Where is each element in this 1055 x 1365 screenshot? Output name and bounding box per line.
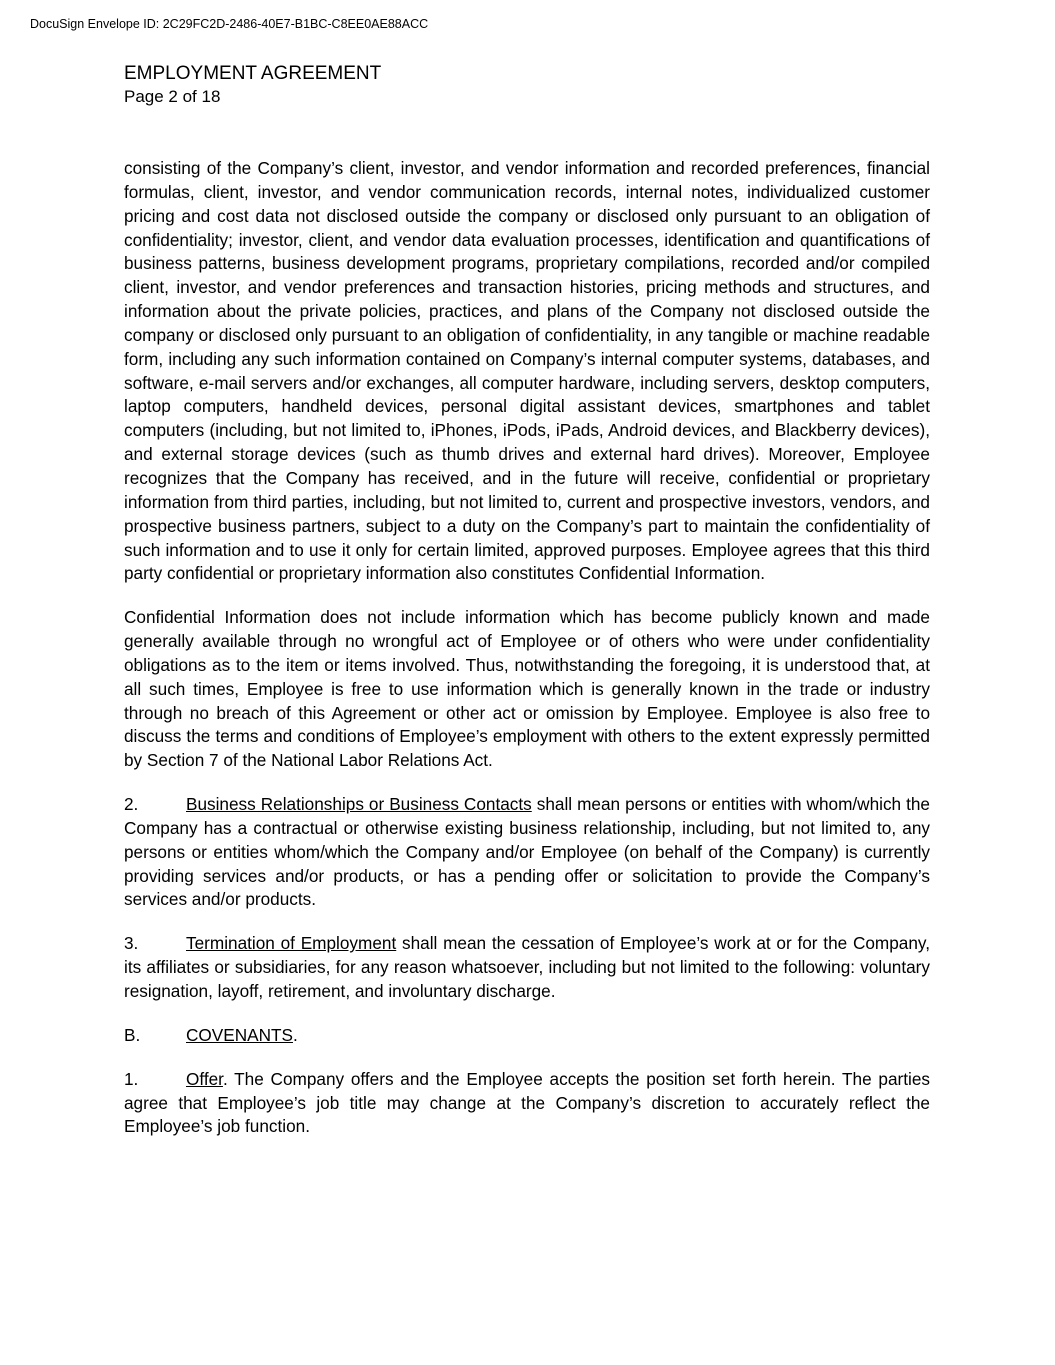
document-title: EMPLOYMENT AGREEMENT <box>124 63 382 84</box>
section-number: 1. <box>124 1068 139 1089</box>
definition-text: shall mean the cessation of Employee’s work at or for the Company, its affiliates or subsidiaries, for any reason whatsoever, including but not limited to the following: voluntary resignation, layoff, retirement, and involuntary discharge. <box>124 933 931 1001</box>
confidential-information-definition-paragraph: consisting of the Company’s client, investor, and vendor information and recorded preferences, financial formulas, client, investor, and vendor communication records, internal notes, individualized customer pricing and cost data not disclosed outside the company or disclosed only pursuant to an obligation of confidentiality; investor, client, and vendor data evaluation processes, identification and quantifications of business patterns, business development programs, proprietary compilations, recorded and/or compiled client, investor, and vendor preferences and transaction histories, pricing methods and structures, and information about the private policies, practices, and plans of the Company not disclosed outside the company or disclosed only pursuant to an obligation of confidentiality, in any tangible or machine readable form, including any such information contained on Company’s internal computer systems, databases, and software, e-mail servers and/or exchanges, all computer hardware, including servers, desktop computers, laptop computers, handheld devices, personal digital assistant devices, smartphones and tablet computers (including, but not limited to, iPhones, iPods, iPads, Android devices, and Blackberry devices), and external storage devices (such as thumb drives and external hard drives). Moreover, Employee recognizes that the Company has received, and in the future will receive, confidential or proprietary information from third parties, including, but not limited to, current and prospective investors, vendors, and prospective business partners, subject to a duty on the Company’s part to maintain the confidentiality of such information and to use it only for certain limited, approved purposes. Employee agrees that this third party confidential or proprietary information also constitutes Confidential Information. <box>124 158 930 584</box>
page-number: Page 2 of 18 <box>124 87 221 106</box>
defined-term: Offer <box>186 1068 223 1089</box>
document-header <box>124 62 381 108</box>
termination-of-employment-definition <box>124 932 930 1004</box>
section-number: 2. <box>124 794 139 815</box>
section-number: 3. <box>124 933 139 954</box>
offer-covenant <box>124 1068 930 1140</box>
business-relationships-definition <box>124 793 930 912</box>
defined-term: Termination of Employment <box>186 933 397 954</box>
document-body <box>124 157 930 1139</box>
section-number: B. <box>124 1024 141 1045</box>
docusign-envelope-id: DocuSign Envelope ID: 2C29FC2D-2486-40E7-B1BC-C8EE0AE88ACC <box>30 17 429 31</box>
covenant-text: . The Company offers and the Employee accepts the position set forth herein. The parties agree that Employee’s job title may change at the Company’s discretion to accurately reflect the Employee’s job function. <box>124 1068 930 1137</box>
section-title: COVENANTS <box>186 1024 293 1045</box>
definition-text: shall mean persons or entities with whom/which the Company has a contractual or otherwise existing business relationship, including, but not limited to, any persons or entities whom/which the Company and/or Employee (on behalf of the Company) is currently providing services and/or products, or has a pending offer or solicitation to provide the Company’s services and/or products. <box>124 794 930 910</box>
defined-term: Business Relationships or Business Contacts <box>186 794 532 815</box>
confidential-information-exclusions-paragraph: Confidential Information does not include information which has become publicly known and made generally available through no wrongful act of Employee or of others who were under confidentiality obligations as to the item or items involved. Thus, notwithstanding the foregoing, it is understood that, at all such times, Employee is free to use information which is generally known in the trade or industry through no breach of this Agreement or other act or omission by Employee. Employee is also free to discuss the terms and conditions of Employee’s employment with others to the extent expressly permitted by Section 7 of the National Labor Relations Act. <box>124 607 930 771</box>
covenants-heading <box>124 1024 930 1048</box>
heading-punctuation: . <box>292 1024 298 1045</box>
